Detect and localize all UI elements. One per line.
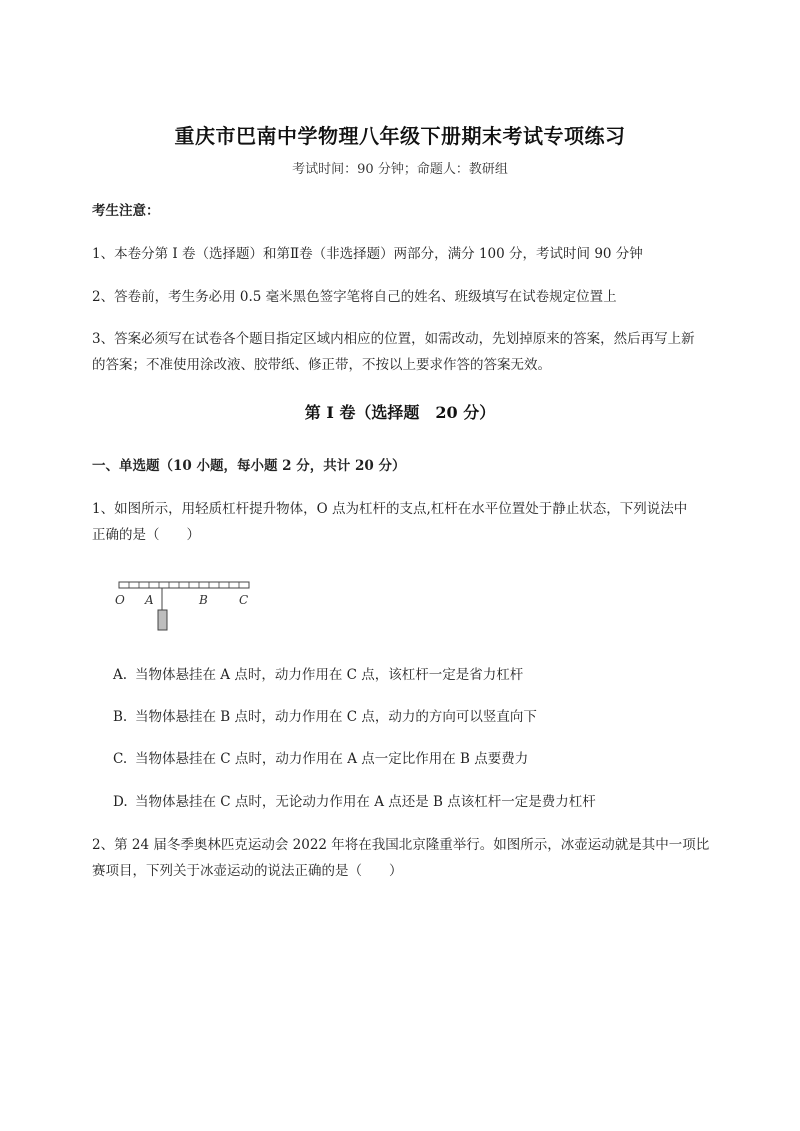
lever-figure [112, 576, 262, 636]
question-1-stem: 1、如图所示，用轻质杠杆提升物体，O 点为杠杆的支点,杠杆在水平位置处于静止状态，下列说法中 [92, 501, 688, 517]
option-b-text: 当物体悬挂在 B 点时，动力作用在 C 点，动力的方向可以竖直向下 [135, 709, 537, 725]
page-title: 重庆市巴南中学物理八年级下册期末考试专项练习 [174, 124, 626, 148]
option-c-letter: C. [113, 751, 128, 767]
notice-item-2: 2、答卷前，考生务必用 0.5 毫米黑色签字笔将自己的姓名、班级填写在试卷规定位置上 [92, 289, 617, 305]
option-a-text: 当物体悬挂在 A 点时，动力作用在 C 点，该杠杆一定是省力杠杆 [135, 667, 524, 683]
exam-info: 考试时间：90 分钟；命题人：教研组 [292, 162, 508, 177]
notice-heading: 考生注意： [92, 203, 160, 219]
notice-item-3: 3、答案必须写在试卷各个题目指定区域内相应的位置，如需改动，先划掉原来的答案，然后再写上新 [92, 331, 695, 347]
lever-bar [119, 582, 249, 588]
label-o: O [115, 593, 125, 607]
option-b [113, 706, 733, 728]
option-d-text: 当物体悬挂在 C 点时，无论动力作用在 A 点还是 B 点该杠杆一定是费力杠杆 [135, 794, 596, 810]
option-d-letter: D. [113, 794, 128, 810]
option-c [113, 748, 733, 770]
hanging-weight [158, 610, 167, 630]
question-2-stem-cont: 赛项目，下列关于冰壶运动的说法正确的是（ ） [92, 863, 403, 879]
section-title: 第 I 卷（选择题 20 分） [304, 403, 496, 422]
option-c-text: 当物体悬挂在 C 点时，动力作用在 A 点一定比作用在 B 点要费力 [135, 751, 529, 767]
option-d [113, 791, 733, 813]
option-b-letter: B. [113, 709, 128, 725]
option-a-letter: A. [113, 667, 128, 683]
label-a: A [145, 593, 154, 607]
question-1-stem-cont: 正确的是（ ） [92, 527, 200, 543]
label-c: C [239, 593, 249, 607]
notice-item-3-cont: 的答案；不准使用涂改液、胶带纸、修正带，不按以上要求作答的答案无效。 [92, 357, 551, 373]
question-2-stem: 2、第 24 届冬季奥林匹克运动会 2022 年将在我国北京隆重举行。如图所示，冰壶运动就是其中一项比 [92, 837, 710, 853]
part-heading: 一、单选题（10 小题，每小题 2 分，共计 20 分） [92, 458, 406, 474]
notice-item-1: 1、本卷分第 I 卷（选择题）和第Ⅱ卷（非选择题）两部分，满分 100 分，考试时间 90 分钟 [92, 246, 643, 262]
label-b: B [199, 593, 208, 607]
option-a [113, 664, 733, 686]
